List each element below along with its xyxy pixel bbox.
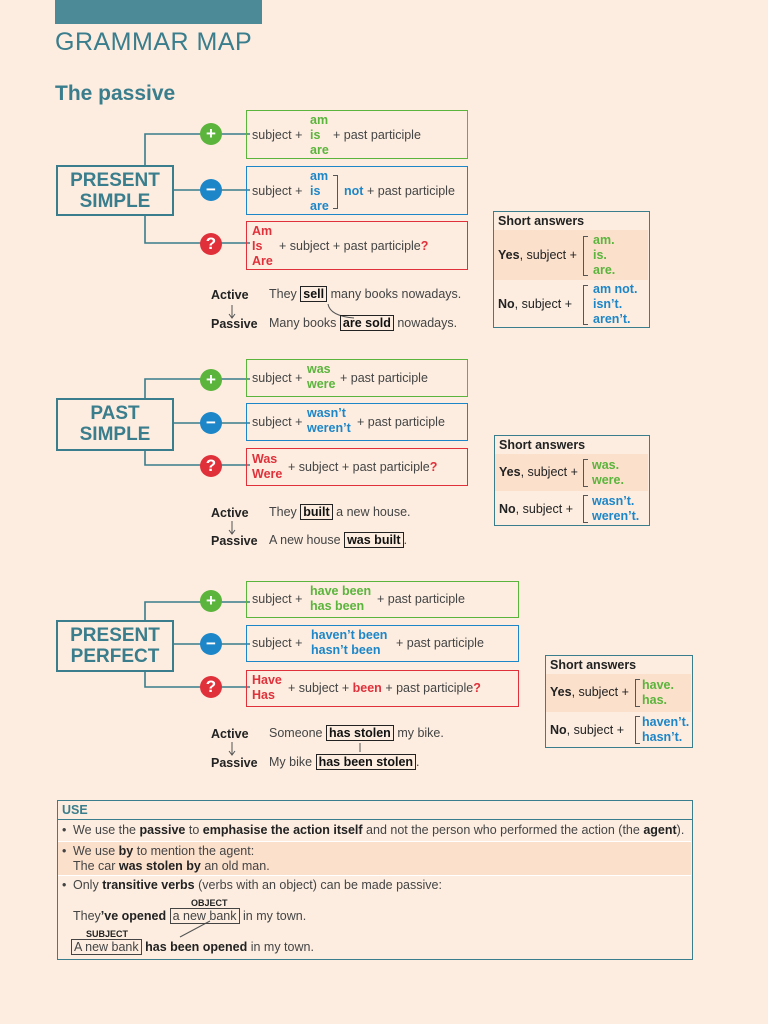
verb-have-been: have been — [310, 584, 372, 598]
present-perfect-example — [211, 726, 511, 776]
rest-words: + past participle — [385, 681, 474, 695]
yes-word: Yes — [498, 248, 520, 262]
b1-agent: agent — [643, 823, 677, 837]
question-icon: ? — [200, 676, 222, 698]
bullet: • — [62, 878, 67, 892]
rest-words: + subject + past participle — [279, 239, 421, 253]
example-passive — [71, 940, 314, 954]
b1-end: ). — [676, 823, 685, 837]
no-form: wasn’t. — [592, 494, 635, 508]
subject-text: subject + — [252, 636, 303, 650]
yes-row — [546, 674, 691, 712]
passive-sentence — [269, 316, 457, 330]
verb-am: am — [310, 113, 329, 127]
verb-havent-been: haven’t been — [311, 628, 388, 642]
active-pre: They — [269, 505, 297, 519]
present-simple-example — [211, 287, 491, 337]
verb-am: Am — [252, 224, 273, 238]
passive-label: Passive — [211, 534, 258, 548]
been-text: been — [352, 681, 382, 695]
passive-post: nowadays. — [397, 316, 458, 330]
yes-form: are. — [593, 263, 616, 277]
rest-text: + past participle — [377, 592, 465, 606]
subject-text: subject + — [252, 592, 303, 606]
subject-text: subject + — [252, 184, 303, 198]
b2-ex-pre: The car — [73, 859, 116, 873]
active-sentence — [269, 726, 444, 740]
verb-was: was — [307, 362, 331, 376]
no-row — [494, 280, 648, 328]
bracket — [635, 679, 640, 707]
rest-text: + past participle — [340, 371, 428, 385]
verb-werent: weren’t — [307, 421, 351, 435]
ex1-pre: They — [73, 909, 101, 923]
present-perfect-negative-box — [246, 625, 519, 662]
active-sentence — [269, 505, 411, 519]
ex2-bold: has been opened — [145, 940, 248, 954]
plus-icon: + — [200, 590, 222, 612]
subject-text: , subject + — [514, 297, 572, 311]
yes-text — [498, 248, 577, 262]
bracket — [583, 459, 588, 487]
b1-to: to — [188, 823, 200, 837]
example-active — [73, 909, 306, 923]
b1-mid: and not the person who performed the action (the — [366, 823, 640, 837]
verb-wasnt: wasn’t — [307, 406, 346, 420]
yes-form: is. — [593, 248, 607, 262]
rest-text — [279, 239, 428, 253]
bullet: • — [62, 844, 67, 858]
bullet: • — [62, 823, 67, 837]
ex2-subject: A new bank — [71, 939, 142, 955]
verb-has-been: has been — [310, 599, 365, 613]
yes-form: have. — [642, 678, 674, 692]
passive-verb: was built — [344, 532, 403, 548]
bracket — [635, 716, 640, 744]
verb-hasnt-been: hasn’t been — [311, 643, 381, 657]
yes-text — [550, 685, 629, 699]
no-row — [546, 712, 691, 748]
subject-text: , subject + — [571, 685, 629, 699]
not-text: not — [344, 184, 364, 198]
passive-verb: has been stolen — [316, 754, 416, 770]
yes-word: Yes — [499, 465, 521, 479]
passive-sentence — [269, 533, 407, 547]
no-row — [495, 491, 648, 526]
passive-label: Passive — [211, 756, 258, 770]
active-label: Active — [211, 727, 249, 741]
passive-label: Passive — [211, 317, 258, 331]
present-simple-label — [56, 165, 174, 216]
b3-post: (verbs with an object) can be made passive: — [198, 878, 442, 892]
present-perfect-positive-box — [246, 581, 519, 618]
rest-text: + past participle — [396, 636, 484, 650]
present-simple-negative-box — [246, 166, 468, 215]
bracket — [333, 175, 338, 209]
rest-text — [288, 681, 481, 695]
yes-text — [499, 465, 578, 479]
present-perfect-question-box — [246, 670, 519, 707]
no-word: No — [498, 297, 515, 311]
no-form: haven’t. — [642, 715, 690, 729]
no-word: No — [499, 502, 516, 516]
subject-text: , subject + — [519, 248, 577, 262]
page-title: GRAMMAR MAP — [55, 28, 253, 56]
tense-name-line1: PAST — [90, 403, 140, 424]
ex1-post: in my town. — [243, 909, 307, 923]
rest-words: + subject + past participle — [288, 460, 430, 474]
verb-am: am — [310, 169, 329, 183]
b3-bold: transitive verbs — [102, 878, 195, 892]
use-box — [57, 800, 693, 960]
bracket — [583, 285, 588, 325]
short-answers-title: Short answers — [550, 658, 637, 672]
subject-text: subject + — [252, 128, 303, 142]
object-label: OBJECT — [191, 898, 228, 908]
verb-are: are — [310, 143, 329, 157]
verb-is: Is — [252, 239, 263, 253]
use-title: USE — [58, 801, 692, 820]
bullet-text — [73, 823, 684, 837]
past-simple-positive-box — [246, 359, 468, 397]
yes-form: was. — [592, 458, 620, 472]
ex1-object: a new bank — [170, 908, 240, 924]
yes-row — [495, 454, 648, 491]
verb-have: Have — [252, 673, 282, 687]
active-pre: They — [269, 287, 297, 301]
tense-name-line2: SIMPLE — [79, 424, 151, 445]
question-mark: ? — [429, 460, 438, 474]
active-verb: sell — [300, 286, 327, 302]
no-text — [550, 723, 624, 737]
b2-by: by — [118, 844, 134, 858]
verb-are: Are — [252, 254, 273, 268]
question-icon: ? — [200, 233, 222, 255]
bullet-text — [73, 878, 442, 892]
bullet-text — [73, 844, 254, 858]
present-perfect-label — [56, 620, 174, 672]
no-word: No — [550, 723, 567, 737]
bracket — [583, 236, 588, 276]
tense-name-line1: PRESENT — [70, 170, 160, 191]
tense-name-line2: SIMPLE — [79, 191, 151, 212]
b3-pre: Only — [73, 878, 99, 892]
plus-icon: + — [200, 369, 222, 391]
active-post: a new house. — [336, 505, 411, 519]
b1-pre: We use the — [73, 823, 137, 837]
active-pre: Someone — [269, 726, 323, 740]
past-simple-example — [211, 505, 491, 555]
use-bullet-3 — [58, 875, 691, 959]
b2-post: to mention the agent: — [136, 844, 255, 858]
b1-emph: emphasise the action itself — [202, 823, 363, 837]
passive-post: . — [416, 755, 420, 769]
use-bullet-1 — [58, 821, 691, 841]
tense-name-line2: PERFECT — [70, 646, 160, 667]
active-sentence — [269, 287, 461, 301]
past-simple-question-box — [246, 448, 468, 486]
verb-is: is — [310, 128, 321, 142]
active-verb: built — [300, 504, 332, 520]
no-form: weren’t. — [592, 509, 640, 523]
subject-text: , subject + — [515, 502, 573, 516]
no-text — [498, 297, 572, 311]
short-answers-title: Short answers — [499, 438, 586, 452]
b2-ex-post: an old man. — [204, 859, 270, 873]
minus-icon: − — [200, 412, 222, 434]
plus-icon: + — [200, 123, 222, 145]
active-label: Active — [211, 506, 249, 520]
verb-were: Were — [252, 467, 283, 481]
minus-icon: − — [200, 633, 222, 655]
yes-form: am. — [593, 233, 615, 247]
past-simple-short-answers — [494, 435, 650, 526]
rest-pre: + subject + — [288, 681, 350, 695]
yes-row — [494, 230, 648, 280]
rest-text: + past participle — [367, 184, 455, 198]
present-simple-positive-box — [246, 110, 468, 159]
no-form: isn’t. — [593, 297, 623, 311]
verb-were: were — [307, 377, 336, 391]
active-post: many books nowadays. — [330, 287, 462, 301]
subject-text: , subject + — [520, 465, 578, 479]
ex1-bold: ’ve opened — [100, 909, 167, 923]
subject-text: subject + — [252, 415, 303, 429]
verb-has: Has — [252, 688, 275, 702]
rest-text: + past participle — [333, 128, 421, 142]
passive-verb: are sold — [340, 315, 394, 331]
no-form: hasn’t. — [642, 730, 683, 744]
yes-form: has. — [642, 693, 668, 707]
question-mark: ? — [420, 239, 429, 253]
bracket — [583, 495, 588, 523]
yes-word: Yes — [550, 685, 572, 699]
b2-ex-bold: was stolen by — [118, 859, 201, 873]
passive-pre: Many books — [269, 316, 337, 330]
passive-post: . — [403, 533, 408, 547]
rest-text — [288, 460, 437, 474]
verb-is: is — [310, 184, 321, 198]
no-form: aren’t. — [593, 312, 631, 326]
subject-label: SUBJECT — [86, 929, 129, 939]
short-answers-title: Short answers — [498, 214, 585, 228]
b2-pre: We use — [73, 844, 116, 858]
question-icon: ? — [200, 455, 222, 477]
section-title: The passive — [55, 82, 176, 105]
no-text — [499, 502, 573, 516]
subject-text: subject + — [252, 371, 303, 385]
active-post: my bike. — [397, 726, 444, 740]
present-perfect-short-answers — [545, 655, 693, 748]
rest-text: + past participle — [357, 415, 445, 429]
b1-passive: passive — [139, 823, 186, 837]
subject-text: , subject + — [566, 723, 624, 737]
present-simple-question-box — [246, 221, 468, 270]
question-mark: ? — [473, 681, 481, 695]
verb-was: Was — [252, 452, 278, 466]
active-verb: has stolen — [326, 725, 394, 741]
passive-pre: A new house — [269, 533, 341, 547]
verb-are: are — [310, 199, 329, 213]
past-simple-negative-box — [246, 403, 468, 441]
yes-form: were. — [592, 473, 624, 487]
ex2-post: in my town. — [250, 940, 314, 954]
minus-icon: − — [200, 179, 222, 201]
active-label: Active — [211, 288, 249, 302]
passive-pre: My bike — [269, 755, 313, 769]
past-simple-label — [56, 398, 174, 451]
present-simple-short-answers — [493, 211, 650, 328]
passive-sentence — [269, 755, 420, 769]
use-bullet-2 — [58, 841, 691, 875]
tense-name-line1: PRESENT — [70, 625, 160, 646]
bullet-example — [73, 859, 270, 873]
no-form: am not. — [593, 282, 638, 296]
